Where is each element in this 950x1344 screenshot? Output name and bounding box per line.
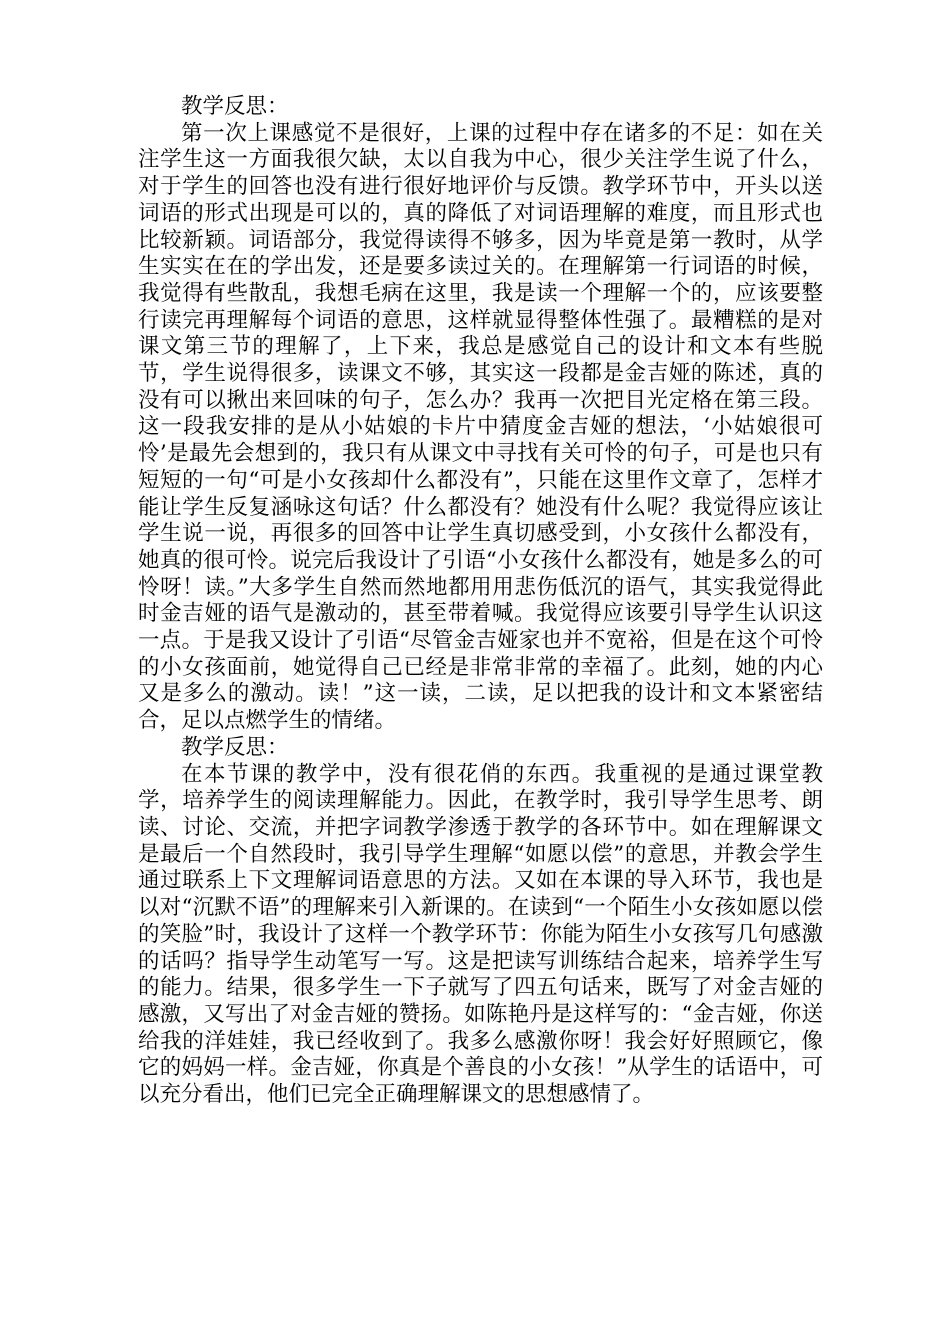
section-1-body: 第一次上课感觉不是很好，上课的过程中存在诸多的不足：如在关注学生这一方面我很欠缺，太以自我为中心，很少关注学生说了什么，对于学生的回答也没有进行很好地评价与反馈。教学环节中，开头以送词语的形式出现是可以的，真的降低了对词语理解的难度，而且形式也比较新颖。词语部分，我觉得读得不够多，因为毕竟是第一教时，从学生实实在在的学出发，还是要多读过关的。在理解第一行词语的时候，我觉得有些散乱，我想毛病在这里，我是读一个理解一个的，应该要整行读完再理解每个词语的意思，这样就显得整体性强了。最糟糕的是对课文第三节的理解了，上下来，我总是感觉自己的设计和文本有些脱节，学生说得很多，读课文不够，其实这一段都是金吉娅的陈述，真的没有可以揪出来回味的句子，怎么办？我再一次把目光定格在第三段。这一段我安排的是从小姑娘的卡片中猜度金吉娅的想法，‘小姑娘很可怜’是最先会想到的，我只有从课文中寻找有关可怜的句子，可是也只有短短的一句“可是小女孩却什么都没有”，只能在这里作文章了，怎样才能让学生反复涵咏这句话？什么都没有？她没有什么呢？我觉得应该让学生说一说，再很多的回答中让学生真切感受到，小女孩什么都没有，她真的很可怜。说完后我设计了引语“小女孩什么都没有，她是多么的可怜呀！读。”大多学生自然而然地都用用悲伤低沉的语气，其实我觉得此时金吉娅的语气是激动的，甚至带着喊。我觉得应该要引导学生认识这一点。于是我又设计了引语“尽管金吉娅家也并不宽裕，但是在这个可怜的小女孩面前，她觉得自己已经是非常非常的幸福了。此刻，她的内心又是多么的激动。读！”这一读，二读，足以把我的设计和文本紧密结合，足以点燃学生的情绪。 [138, 120, 823, 734]
section-2-body: 在本节课的教学中，没有很花俏的东西。我重视的是通过课堂教学，培养学生的阅读理解能力。因此，在教学时，我引导学生思考、朗读、讨论、交流，并把字词教学渗透于教学的各环节中。如在理解课文是最后一个自然段时，我引导学生理解“如愿以偿”的意思，并教会学生通过联系上下文理解词语意思的方法。又如在本课的导入环节，我也是以对“沉默不语”的理解来引入新课的。在读到“一个陌生小女孩如愿以偿的笑脸”时，我设计了这样一个教学环节：你能为陌生小女孩写几句感激的话吗？指导学生动笔写一写。这是把读写训练结合起来，培养学生写的能力。结果，很多学生一下子就写了四五句话来，既写了对金吉娅的感激，又写出了对金吉娅的赞扬。如陈艳丹是这样写的：“金吉娅，你送给我的洋娃娃，我已经收到了。我多么感激你呀！我会好好照顾它，像它的妈妈一样。金吉娅，你真是个善良的小女孩！”从学生的话语中，可以充分看出，他们已完全正确理解课文的思想感情了。 [138, 761, 823, 1108]
section-2-heading: 教学反思： [181, 734, 289, 760]
document-page [138, 94, 823, 1109]
section-1-heading: 教学反思： [181, 94, 289, 119]
